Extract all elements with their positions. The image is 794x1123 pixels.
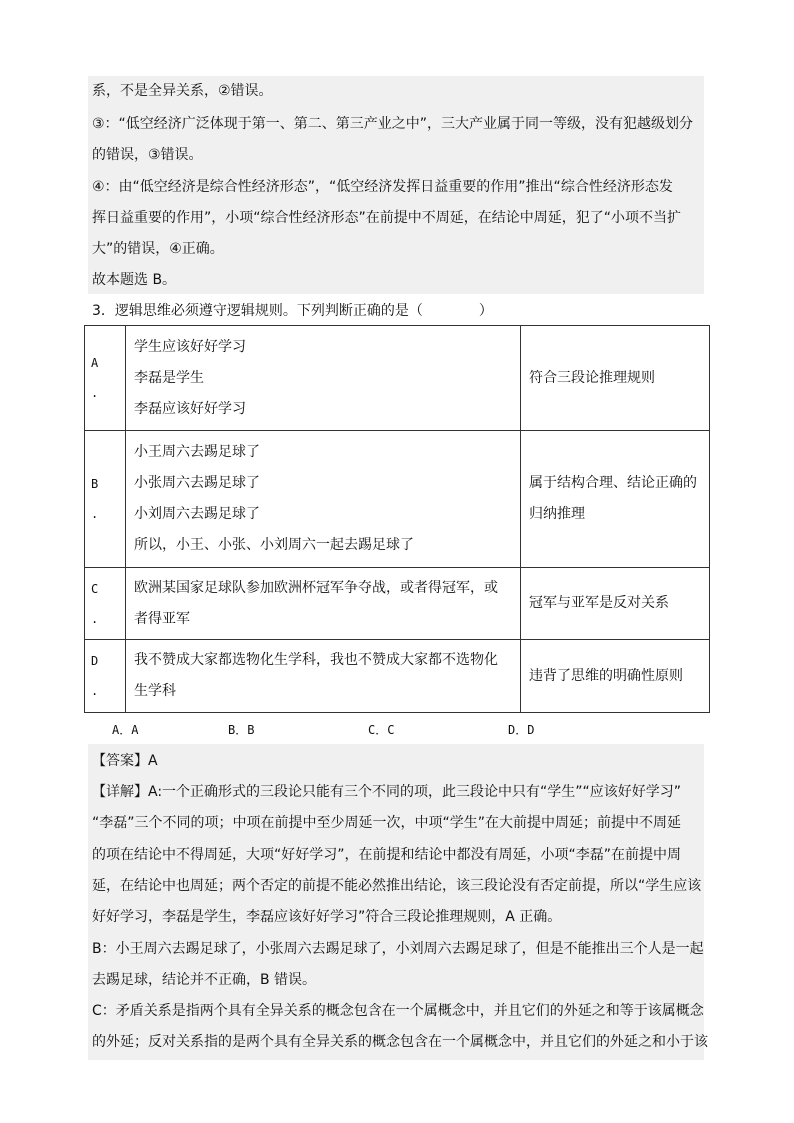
content-line: 小张周六去踢足球了 bbox=[134, 475, 260, 491]
detail-line: 的项在结论中不得周延，大项“好好学习”，在前提和结论中都没有周延，小项“李磊”在前提中周 bbox=[92, 847, 682, 863]
content-line: 李磊应该好好学习 bbox=[134, 400, 246, 417]
detail-line: “李磊”三个不同的项；中项在前提中至少周延一次，中项“学生”在大前提中周延；前提中不周延 bbox=[92, 815, 682, 831]
option-dot: . bbox=[91, 684, 99, 698]
choice-b: B．B bbox=[228, 723, 255, 737]
option-dot: . bbox=[91, 507, 99, 521]
content-line: 李磊是学生 bbox=[134, 369, 204, 386]
content-line: 小王周六去踢足球了 bbox=[134, 444, 260, 460]
content-line: 者得亚军 bbox=[134, 610, 190, 627]
option-judgment: 冠军与亚军是反对关系 bbox=[521, 568, 710, 640]
detail-line: 的外延；反对关系指的是两个具有全异关系的概念包含在一个属概念中，并且它们的外延之和小于该 bbox=[92, 1034, 708, 1050]
content-line: 我不赞成大家都选物化生学科，我也不赞成大家都不选物化 bbox=[134, 652, 498, 668]
option-content bbox=[126, 326, 521, 431]
option-judgment: 违背了思维的明确性原则 bbox=[521, 640, 710, 713]
explanation-line: 大”的错误，④正确。 bbox=[92, 241, 224, 257]
option-label bbox=[85, 640, 126, 713]
detail-line: 【详解】A:一个正确形式的三段论只能有三个不同的项，此三段论中只有“学生”“应该好好学习” bbox=[92, 784, 682, 800]
option-judgment: 符合三段论推理规则 bbox=[521, 326, 710, 431]
choice-d: D．D bbox=[508, 723, 535, 737]
detail-line: 好好学习，李磊是学生，李磊应该好好学习”符合三段论推理规则，A 正确。 bbox=[92, 909, 562, 925]
table-row bbox=[85, 431, 710, 568]
content-line: 学生应该好好学习 bbox=[134, 338, 246, 355]
option-label bbox=[85, 431, 126, 568]
option-judgment: 属于结构合理、结论正确的归纳推理 bbox=[521, 431, 710, 568]
explanation-line: ③：“低空经济广泛体现于第一、第二、第三产业之中”，三大产业属于同一等级，没有犯越级划分 bbox=[92, 116, 694, 132]
detail-line: B：小王周六去踢足球了，小张周六去踢足球了，小刘周六去踢足球了，但是不能推出三个人是一起 bbox=[92, 941, 704, 957]
option-letter: A bbox=[91, 356, 99, 370]
option-label bbox=[85, 568, 126, 640]
option-dot: . bbox=[91, 611, 99, 626]
option-letter: D bbox=[91, 654, 99, 668]
option-label bbox=[85, 326, 126, 431]
answer-label: 【答案】A bbox=[92, 753, 158, 769]
table-row bbox=[85, 568, 710, 640]
content-line: 小刘周六去踢足球了 bbox=[134, 506, 260, 522]
explanation-line: ④：由“低空经济是综合性经济形态”，“低空经济发挥日益重要的作用”推出“综合性经济形态发 bbox=[92, 179, 673, 195]
explanation-line: 挥日益重要的作用”，小项“综合性经济形态”在前提中不周延，在结论中周延，犯了“小项不当扩 bbox=[92, 210, 682, 226]
detail-line: 延，在结论中也周延；两个否定的前提不能必然推出结论，该三段论没有否定前提，所以“学生应该 bbox=[92, 878, 702, 894]
content-line: 生学科 bbox=[134, 683, 176, 699]
content-line: 所以，小王、小张、小刘周六一起去踢足球了 bbox=[134, 537, 414, 553]
option-letter: B bbox=[91, 477, 99, 491]
question-stem: 3．逻辑思维必须遵守逻辑规则。下列判断正确的是（ ） bbox=[92, 303, 493, 319]
table-row bbox=[85, 640, 710, 713]
detail-line: C：矛盾关系是指两个具有全异关系的概念包含在一个属概念中，并且它们的外延之和等于该属概念 bbox=[92, 1003, 704, 1019]
explanation-line: 系，不是全异关系，②错误。 bbox=[92, 83, 273, 99]
explanation-line: 故本题选 B。 bbox=[92, 272, 177, 288]
detail-line: 去踢足球，结论并不正确，B 错误。 bbox=[92, 972, 317, 988]
choice-a: A．A bbox=[112, 723, 139, 737]
content-line: 欧洲某国家足球队参加欧洲杯冠军争夺战，或者得冠军，或 bbox=[134, 579, 498, 596]
option-content bbox=[126, 640, 521, 713]
choice-c: C．C bbox=[368, 723, 395, 737]
options-table bbox=[84, 325, 710, 713]
option-dot: . bbox=[91, 386, 99, 400]
explanation-line: 的错误，③错误。 bbox=[92, 147, 203, 163]
table-row bbox=[85, 326, 710, 431]
option-content bbox=[126, 431, 521, 568]
option-letter: C bbox=[91, 581, 99, 596]
option-content bbox=[126, 568, 521, 640]
